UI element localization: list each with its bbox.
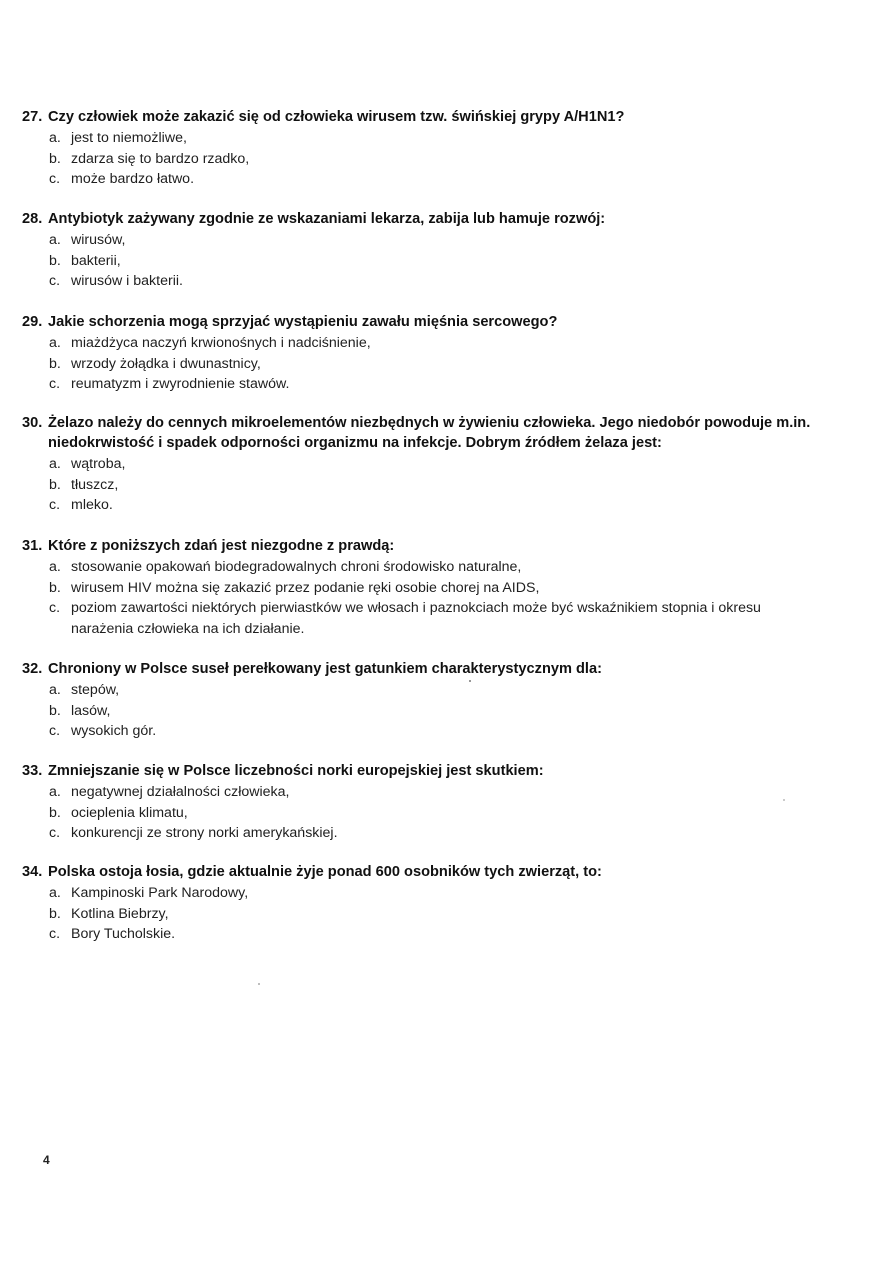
answer-text: może bardzo łatwo.	[71, 171, 195, 188]
answer-option-b	[22, 251, 857, 272]
answer-text: mleko.	[71, 497, 113, 514]
answer-list	[22, 782, 857, 844]
answer-text: Bory Tucholskie.	[71, 926, 176, 943]
answer-text: tłuszcz,	[71, 476, 119, 493]
answer-letter: c.	[49, 723, 61, 740]
question-number: 27.	[22, 109, 43, 125]
question-number: 33.	[22, 763, 43, 779]
scan-speck	[469, 680, 471, 682]
answer-letter: c.	[49, 497, 61, 514]
answer-letter: b.	[49, 905, 61, 922]
answer-option-a	[22, 680, 857, 701]
answer-option-b	[22, 904, 857, 925]
answer-text: poziom zawartości niektórych pierwiastków we włosach i paznokciach może być wskaźnikiem stopnia i okresu narażenia człowieka na ich działanie.	[71, 600, 761, 637]
question-31	[22, 536, 857, 639]
question-34	[22, 862, 857, 945]
answer-text: wysokich gór.	[71, 723, 157, 740]
question-27	[22, 107, 857, 190]
question-text: Zmniejszanie się w Polsce liczebności norki europejskiej jest skutkiem:	[48, 763, 544, 779]
question-text: Jakie schorzenia mogą sprzyjać wystąpieniu zawału mięśnia sercowego?	[48, 314, 558, 330]
question-28	[22, 209, 857, 292]
question-32	[22, 659, 857, 742]
question-number: 32.	[22, 661, 43, 677]
question-title	[22, 413, 857, 453]
answer-letter: a.	[49, 456, 61, 472]
answer-text: Kotlina Biebrzy,	[71, 905, 169, 922]
answer-option-a	[22, 782, 857, 803]
answer-letter: c.	[49, 825, 61, 842]
answer-option-b	[22, 578, 857, 599]
answer-letter: b.	[49, 804, 61, 821]
answer-option-c	[22, 374, 857, 395]
question-number: 30.	[22, 415, 43, 431]
answer-option-b	[22, 803, 857, 824]
answer-letter: b.	[49, 150, 61, 167]
question-number: 29.	[22, 314, 43, 330]
question-text: Antybiotyk zażywany zgodnie ze wskazaniami lekarza, zabija lub hamuje rozwój:	[48, 211, 606, 227]
answer-list	[22, 557, 857, 639]
answer-option-c	[22, 271, 857, 292]
answer-text: stepów,	[71, 682, 120, 698]
question-text: Żelazo należy do cennych mikroelementów niezbędnych w żywieniu człowieka. Jego niedobór powoduje m.in. niedokrwistość i spadek odporności organizmu na infekcje. Dobrym źródłem żelaza jest:	[48, 415, 811, 451]
answer-option-c	[22, 924, 857, 945]
answer-text: stosowanie opakowań biodegradowalnych chroni środowisko naturalne,	[71, 559, 522, 575]
answer-letter: c.	[49, 171, 61, 188]
answer-letter: a.	[49, 885, 61, 901]
scan-speck	[258, 983, 260, 985]
question-30	[22, 413, 857, 516]
question-title	[22, 659, 857, 679]
answer-option-a	[22, 333, 857, 354]
answer-letter: b.	[49, 355, 61, 372]
question-29	[22, 312, 857, 395]
answer-letter: a.	[49, 232, 61, 248]
answer-letter: c.	[49, 376, 61, 393]
question-number: 28.	[22, 211, 43, 227]
answer-option-c	[22, 598, 857, 639]
answer-letter: c.	[49, 926, 61, 943]
answer-text: wirusem HIV można się zakazić przez podanie ręki osobie chorej na AIDS,	[71, 579, 540, 596]
answer-text: miażdżyca naczyń krwionośnych i nadciśnienie,	[71, 335, 371, 351]
answer-option-a	[22, 454, 857, 475]
answer-text: negatywnej działalności człowieka,	[71, 784, 290, 800]
answer-text: lasów,	[71, 702, 111, 719]
question-title	[22, 312, 857, 332]
answer-option-a	[22, 883, 857, 904]
answer-list	[22, 680, 857, 742]
answer-letter: c.	[49, 600, 61, 617]
answer-text: wirusów,	[71, 232, 126, 248]
answer-text: bakterii,	[71, 252, 121, 269]
answer-option-c	[22, 721, 857, 742]
answer-text: wrzody żołądka i dwunastnicy,	[71, 355, 261, 372]
question-text: Polska ostoja łosia, gdzie aktualnie żyje ponad 600 osobników tych zwierząt, to:	[48, 864, 602, 880]
answer-list	[22, 128, 857, 190]
answer-letter: a.	[49, 335, 61, 351]
answer-text: jest to niemożliwe,	[71, 130, 187, 146]
answer-option-b	[22, 149, 857, 170]
answer-letter: b.	[49, 702, 61, 719]
answer-text: wątroba,	[71, 456, 126, 472]
question-33	[22, 761, 857, 844]
answer-text: ocieplenia klimatu,	[71, 804, 188, 821]
question-title	[22, 209, 857, 229]
question-title	[22, 862, 857, 882]
answer-letter: a.	[49, 784, 61, 800]
answer-option-c	[22, 823, 857, 844]
question-number: 31.	[22, 538, 43, 554]
scan-speck	[783, 799, 785, 801]
answer-text: zdarza się to bardzo rzadko,	[71, 150, 250, 167]
answer-letter: c.	[49, 273, 61, 290]
answer-letter: a.	[49, 559, 61, 575]
answer-list	[22, 883, 857, 945]
answer-text: konkurencji ze strony norki amerykańskiej.	[71, 825, 338, 842]
answer-option-b	[22, 475, 857, 496]
answer-option-a	[22, 557, 857, 578]
answer-text: Kampinoski Park Narodowy,	[71, 885, 249, 901]
answer-option-c	[22, 495, 857, 516]
answer-letter: b.	[49, 476, 61, 493]
answer-option-b	[22, 354, 857, 375]
question-text: Chroniony w Polsce suseł perełkowany jest gatunkiem charakterystycznym dla:	[48, 661, 602, 677]
answer-letter: b.	[49, 252, 61, 269]
answer-list	[22, 333, 857, 395]
answer-letter: b.	[49, 579, 61, 596]
answer-option-a	[22, 128, 857, 149]
question-title	[22, 761, 857, 781]
answer-option-b	[22, 701, 857, 722]
answer-text: wirusów i bakterii.	[71, 273, 183, 290]
question-text: Czy człowiek może zakazić się od człowieka wirusem tzw. świńskiej grypy A/H1N1?	[48, 109, 625, 125]
answer-option-c	[22, 169, 857, 190]
answer-list	[22, 454, 857, 516]
answer-text: reumatyzm i zwyrodnienie stawów.	[71, 376, 290, 393]
question-number: 34.	[22, 864, 43, 880]
answer-letter: a.	[49, 130, 61, 146]
question-title	[22, 536, 857, 556]
page-number: 4	[43, 1153, 50, 1167]
question-title	[22, 107, 857, 127]
question-text: Które z poniższych zdań jest niezgodne z prawdą:	[48, 538, 395, 554]
answer-list	[22, 230, 857, 292]
answer-option-a	[22, 230, 857, 251]
answer-letter: a.	[49, 682, 61, 698]
